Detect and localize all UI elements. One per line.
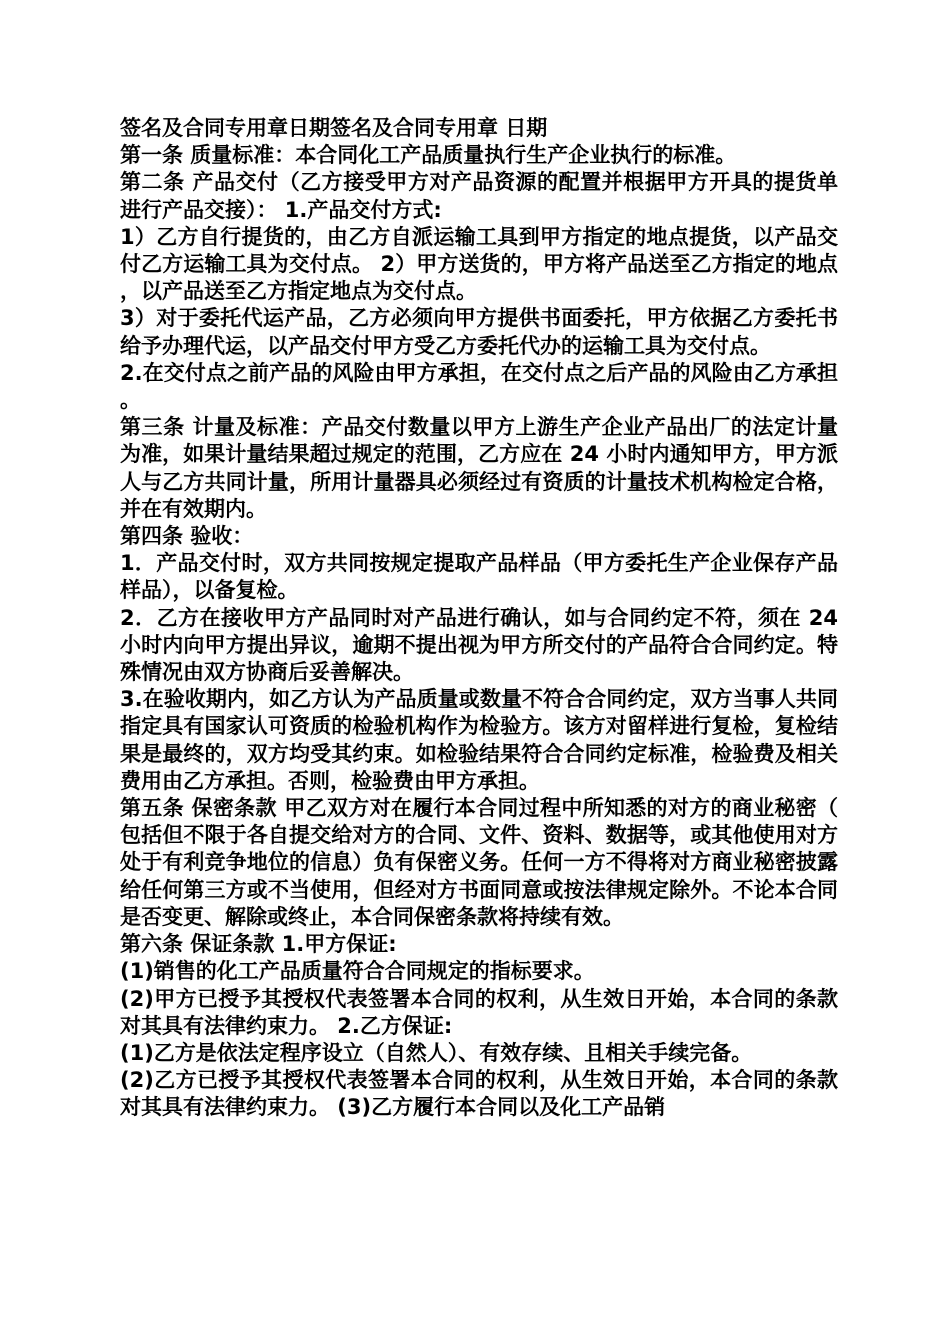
article-2-clause-1-2: 1）乙方自行提货的，由乙方自派运输工具到甲方指定的地点提货，以产品交付乙方运输工具为交付点。 2）甲方送货的，甲方将产品送至乙方指定的地点，以产品送至乙方指定地点为交付点。 <box>120 224 838 304</box>
signature-heading: 签名及合同专用章日期签名及合同专用章 日期 <box>120 116 548 140</box>
article-3-measurement: 第三条 计量及标准：产品交付数量以甲方上游生产企业产品出厂的法定计量为准，如果计量结果超过规定的范围，乙方应在 24 小时内通知甲方，甲方派人与乙方共同计量，所用计量器具必须经过有资质的计量技术机构检定合格，并在有效期内。 <box>120 415 838 521</box>
article-6-party-a-item-2: (2)甲方已授予其授权代表签署本合同的权利，从生效日开始，本合同的条款对其具有法律约束力。 2.乙方保证: <box>120 986 838 1038</box>
article-5-confidentiality: 第五条 保密条款 甲乙双方对在履行本合同过程中所知悉的对方的商业秘密（包括但不限于各自提交给对方的合同、文件、资料、数据等，或其他使用对方处于有利竞争地位的信息）负有保密义务。任何一方不得将对方商业秘密披露给任何第三方或不当使用，但经对方书面同意或按法律规定除外。不论本合同是否变更、解除或终止，本合同保密条款将持续有效。 <box>120 796 838 929</box>
article-4-heading: 第四条 验收： <box>120 524 254 549</box>
article-2-clause-3: 3）对于委托代运产品，乙方必须向甲方提供书面委托，甲方依据乙方委托书给予办理代运，以产品交付甲方受乙方委托代办的运输工具为交付点。 <box>120 306 838 358</box>
article-2-risk-transfer: 2.在交付点之前产品的风险由甲方承担，在交付点之后产品的风险由乙方承担。 <box>120 360 838 413</box>
article-6-heading: 第六条 保证条款 1.甲方保证: <box>120 932 397 957</box>
article-6-party-b-item-1: (1)乙方是依法定程序设立（自然人）、有效存续、且相关手续完备。 <box>120 1040 753 1065</box>
article-4-clause-3: 3.在验收期内，如乙方认为产品质量或数量不符合合同约定，双方当事人共同指定具有国家认可资质的检验机构作为检验方。该方对留样进行复检，复检结果是最终的，双方均受其约束。如检验结果符合合同约定标准，检验费及相关费用由乙方承担。否则，检验费由甲方承担。 <box>120 687 838 793</box>
article-6-party-b-item-2-3: (2)乙方已授予其授权代表签署本合同的权利，从生效日开始，本合同的条款对其具有法律约束力。 (3)乙方履行本合同以及化工产品销 <box>120 1068 838 1120</box>
article-4-clause-2: 2．乙方在接收甲方产品同时对产品进行确认，如与合同约定不符，须在 24 小时内向甲方提出异议，逾期不提出视为甲方所交付的产品符合合同约定。特殊情况由双方协商后妥善解决。 <box>120 605 838 685</box>
article-6-party-a-item-1: (1)销售的化工产品质量符合合同规定的指标要求。 <box>120 959 595 984</box>
article-1-quality-standard: 第一条 质量标准：本合同化工产品质量执行生产企业执行的标准。 <box>120 143 737 168</box>
document-body <box>112 115 838 1122</box>
article-4-clause-1: 1．产品交付时，双方共同按规定提取产品样品（甲方委托生产企业保存产品样品），以备复检。 <box>120 551 838 603</box>
article-2-product-delivery: 第二条 产品交付（乙方接受甲方对产品资源的配置并根据甲方开具的提货单进行产品交接）： 1.产品交付方式: <box>120 170 838 222</box>
